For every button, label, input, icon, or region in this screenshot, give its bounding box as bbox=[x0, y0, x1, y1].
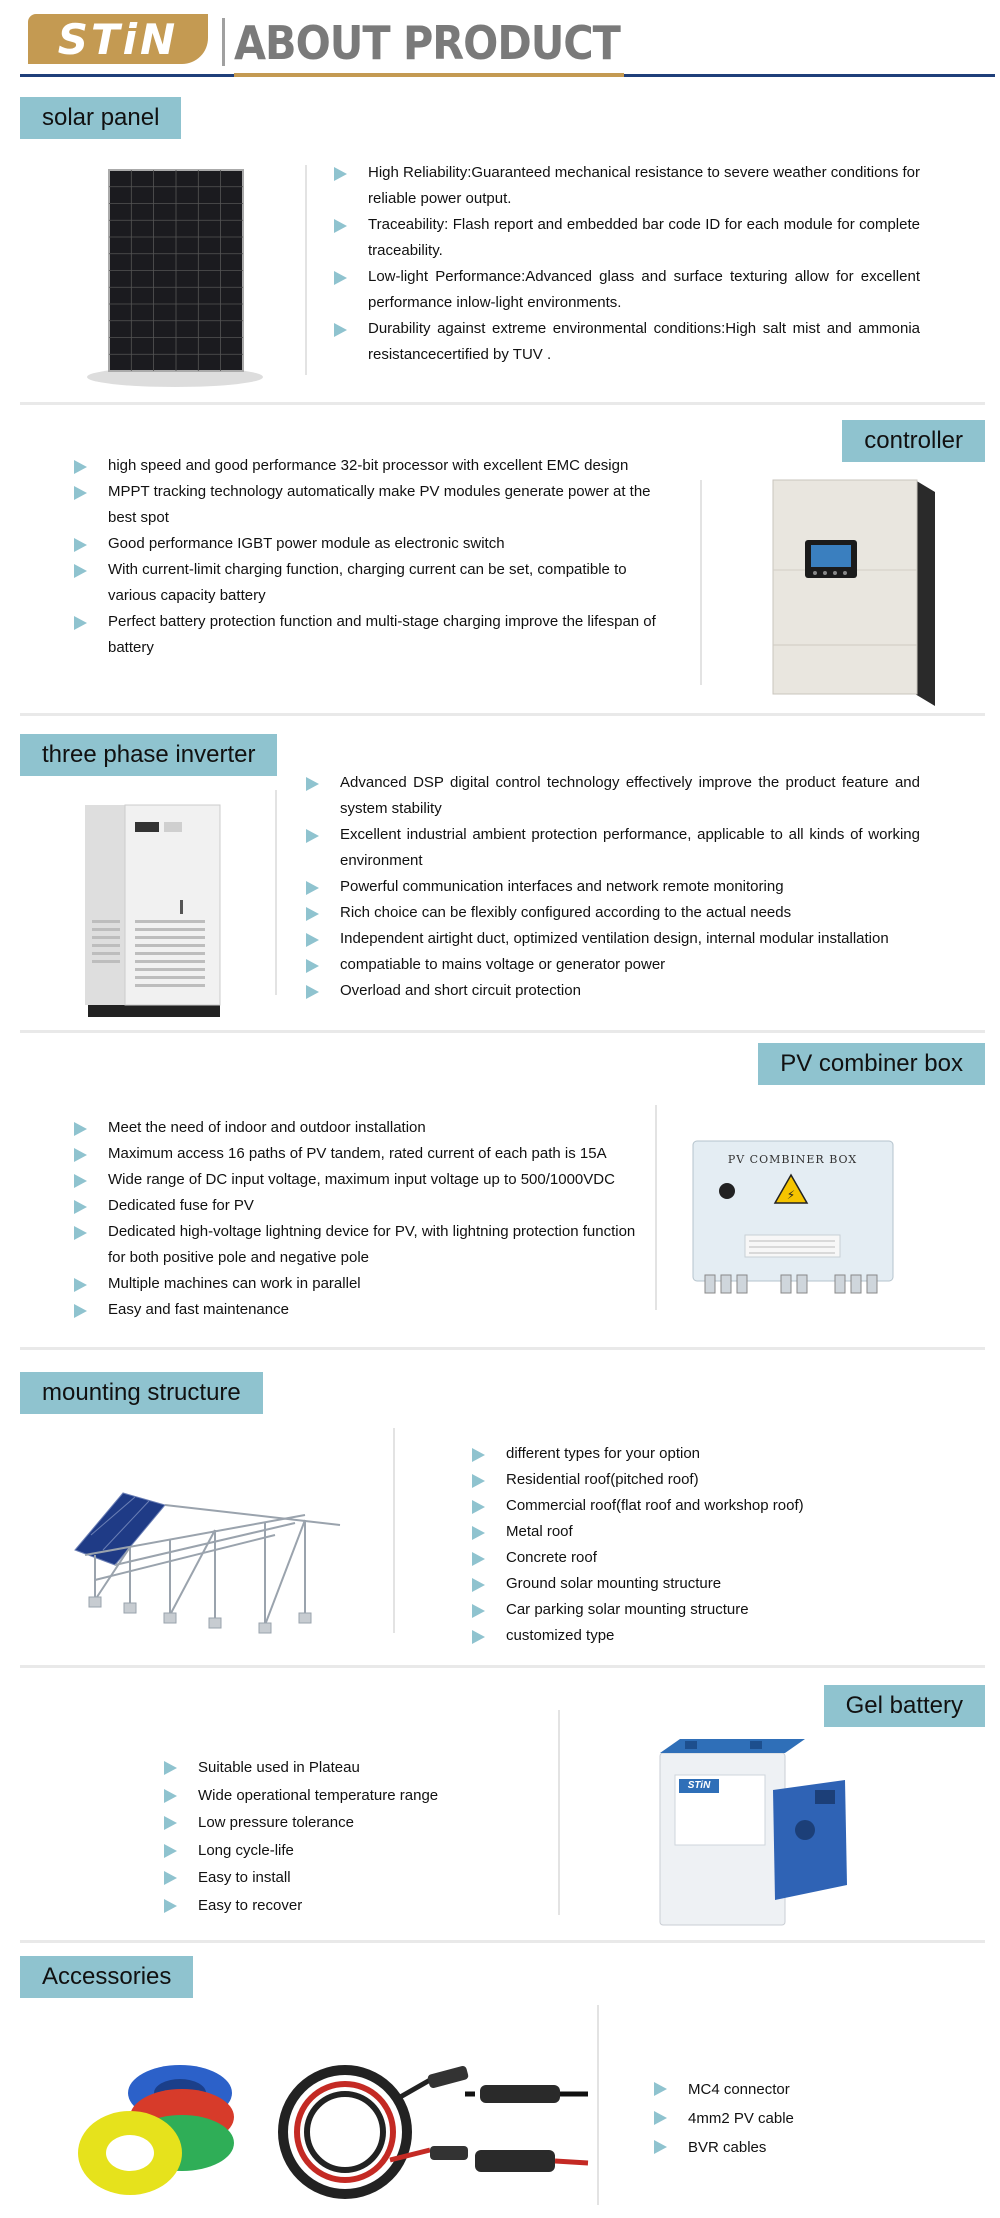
controller-features bbox=[70, 453, 660, 661]
bullet-icon bbox=[334, 167, 347, 181]
bullet-icon bbox=[164, 1844, 177, 1858]
header-rule-accent bbox=[234, 73, 624, 77]
bullet-icon bbox=[306, 777, 319, 791]
list-item: Ground solar mounting structure bbox=[468, 1571, 938, 1597]
list-item: Advanced DSP digital control technology effectively improve the product feature and system stability bbox=[302, 770, 920, 822]
list-item: Maximum access 16 paths of PV tandem, rated current of each path is 15A bbox=[70, 1141, 640, 1167]
section-separator bbox=[20, 1347, 985, 1350]
section-separator bbox=[20, 713, 985, 716]
bullet-icon bbox=[164, 1871, 177, 1885]
list-item: Easy to recover bbox=[160, 1892, 540, 1920]
list-item: Independent airtight duct, optimized ventilation design, internal modular installation bbox=[302, 926, 920, 952]
bullet-icon bbox=[74, 486, 87, 500]
battery-features bbox=[160, 1754, 540, 1919]
section-separator bbox=[20, 1030, 985, 1033]
bullet-icon bbox=[74, 1226, 87, 1240]
list-item: Dedicated high-voltage lightning device for PV, with lightning protection function for both positive pole and negative pole bbox=[70, 1219, 640, 1271]
bullet-icon bbox=[74, 616, 87, 630]
bullet-icon bbox=[472, 1578, 485, 1592]
list-item: Suitable used in Plateau bbox=[160, 1754, 540, 1782]
mc4-connector-cable-image bbox=[270, 2050, 590, 2215]
list-item: Multiple machines can work in parallel bbox=[70, 1271, 640, 1297]
bullet-icon bbox=[74, 1122, 87, 1136]
list-item: high speed and good performance 32-bit processor with excellent EMC design bbox=[70, 453, 660, 479]
section-separator bbox=[20, 1940, 985, 1943]
list-item: Wide operational temperature range bbox=[160, 1782, 540, 1810]
bullet-icon bbox=[472, 1500, 485, 1514]
bullet-icon bbox=[74, 1174, 87, 1188]
list-item: customized type bbox=[468, 1623, 938, 1649]
accessories-list bbox=[650, 2075, 950, 2162]
bullet-icon bbox=[472, 1526, 485, 1540]
list-item: Excellent industrial ambient protection performance, applicable to all kinds of working environment bbox=[302, 822, 920, 874]
bullet-icon bbox=[306, 881, 319, 895]
page-title: ABOUT PRODUCT bbox=[234, 16, 620, 70]
bullet-icon bbox=[306, 933, 319, 947]
section-separator bbox=[20, 1665, 985, 1668]
brand-logo-text: STiN bbox=[57, 14, 179, 64]
list-item: Overload and short circuit protection bbox=[302, 978, 920, 1004]
bullet-icon bbox=[74, 538, 87, 552]
bullet-icon bbox=[164, 1761, 177, 1775]
section-title-mounting: mounting structure bbox=[20, 1372, 263, 1414]
bvr-cable-image bbox=[70, 2055, 240, 2205]
list-item: MC4 connector bbox=[650, 2075, 950, 2104]
list-item: Perfect battery protection function and multi-stage charging improve the lifespan of battery bbox=[70, 609, 660, 661]
bullet-icon bbox=[306, 907, 319, 921]
list-item: With current-limit charging function, charging current can be set, compatible to various capacity battery bbox=[70, 557, 660, 609]
bullet-icon bbox=[472, 1552, 485, 1566]
list-item: 4mm2 PV cable bbox=[650, 2104, 950, 2133]
list-item: Residential roof(pitched roof) bbox=[468, 1467, 938, 1493]
bullet-icon bbox=[164, 1816, 177, 1830]
bullet-icon bbox=[164, 1899, 177, 1913]
list-item: Low pressure tolerance bbox=[160, 1809, 540, 1837]
divider bbox=[305, 165, 307, 375]
bullet-icon bbox=[74, 1304, 87, 1318]
divider bbox=[597, 2005, 599, 2205]
list-item: Concrete roof bbox=[468, 1545, 938, 1571]
bullet-icon bbox=[74, 460, 87, 474]
section-title-battery: Gel battery bbox=[824, 1685, 985, 1727]
bullet-icon bbox=[472, 1604, 485, 1618]
divider bbox=[700, 480, 702, 685]
bullet-icon bbox=[74, 1148, 87, 1162]
list-item: Car parking solar mounting structure bbox=[468, 1597, 938, 1623]
section-title-combiner: PV combiner box bbox=[758, 1043, 985, 1085]
list-item: BVR cables bbox=[650, 2133, 950, 2162]
list-item: Meet the need of indoor and outdoor installation bbox=[70, 1115, 640, 1141]
list-item: Long cycle-life bbox=[160, 1837, 540, 1865]
list-item: compatiable to mains voltage or generator power bbox=[302, 952, 920, 978]
combiner-box-label: PV COMBINER BOX bbox=[727, 1153, 858, 1166]
bullet-icon bbox=[74, 564, 87, 578]
solar-panel-features bbox=[330, 160, 920, 368]
list-item: Dedicated fuse for PV bbox=[70, 1193, 640, 1219]
list-item: different types for your option bbox=[468, 1441, 938, 1467]
list-item: Traceability: Flash report and embedded bar code ID for each module for complete traceability. bbox=[330, 212, 920, 264]
section-title-solar-panel: solar panel bbox=[20, 97, 181, 139]
list-item: Metal roof bbox=[468, 1519, 938, 1545]
bullet-icon bbox=[472, 1474, 485, 1488]
combiner-box-image bbox=[685, 1135, 900, 1300]
list-item: MPPT tracking technology automatically make PV modules generate power at the best spot bbox=[70, 479, 660, 531]
bullet-icon bbox=[334, 323, 347, 337]
bullet-icon bbox=[306, 829, 319, 843]
divider bbox=[558, 1710, 560, 1915]
inverter-image bbox=[80, 800, 230, 1020]
list-item: High Reliability:Guaranteed mechanical resistance to severe weather conditions for reliable power output. bbox=[330, 160, 920, 212]
bullet-icon bbox=[334, 271, 347, 285]
solar-panel-image bbox=[85, 165, 265, 387]
header-divider bbox=[222, 18, 225, 66]
list-item: Easy and fast maintenance bbox=[70, 1297, 640, 1323]
section-separator bbox=[20, 402, 985, 405]
bullet-icon bbox=[306, 959, 319, 973]
section-title-controller: controller bbox=[842, 420, 985, 462]
brand-logo bbox=[28, 14, 208, 64]
bullet-icon bbox=[74, 1278, 87, 1292]
battery-brand-label: STiN bbox=[679, 1779, 719, 1793]
list-item: Wide range of DC input voltage, maximum input voltage up to 500/1000VDC bbox=[70, 1167, 640, 1193]
bullet-icon bbox=[472, 1448, 485, 1462]
bullet-icon bbox=[654, 2082, 667, 2096]
list-item: Commercial roof(flat roof and workshop roof) bbox=[468, 1493, 938, 1519]
bullet-icon bbox=[472, 1630, 485, 1644]
list-item: Durability against extreme environmental conditions:High salt mist and ammonia resistancecertified by TUV . bbox=[330, 316, 920, 368]
battery-drawing bbox=[655, 1735, 855, 1930]
bullet-icon bbox=[654, 2140, 667, 2154]
divider bbox=[275, 790, 277, 995]
mounting-features bbox=[468, 1441, 938, 1649]
mounting-structure-image bbox=[65, 1475, 355, 1635]
bullet-icon bbox=[334, 219, 347, 233]
list-item: Good performance IGBT power module as electronic switch bbox=[70, 531, 660, 557]
list-item: Low-light Performance:Advanced glass and surface texturing allow for excellent performance inlow-light environments. bbox=[330, 264, 920, 316]
bullet-icon bbox=[654, 2111, 667, 2125]
battery-image bbox=[655, 1735, 855, 1930]
divider bbox=[655, 1105, 657, 1310]
divider bbox=[393, 1428, 395, 1633]
bullet-icon bbox=[74, 1200, 87, 1214]
bullet-icon bbox=[164, 1789, 177, 1803]
list-item: Rich choice can be flexibly configured according to the actual needs bbox=[302, 900, 920, 926]
controller-image bbox=[765, 470, 945, 710]
bullet-icon bbox=[306, 985, 319, 999]
inverter-features bbox=[302, 770, 920, 1004]
list-item: Powerful communication interfaces and network remote monitoring bbox=[302, 874, 920, 900]
svg-text:⚡: ⚡ bbox=[786, 1188, 796, 1202]
section-title-inverter: three phase inverter bbox=[20, 734, 277, 776]
section-title-accessories: Accessories bbox=[20, 1956, 193, 1998]
list-item: Easy to install bbox=[160, 1864, 540, 1892]
combiner-features bbox=[70, 1115, 640, 1323]
